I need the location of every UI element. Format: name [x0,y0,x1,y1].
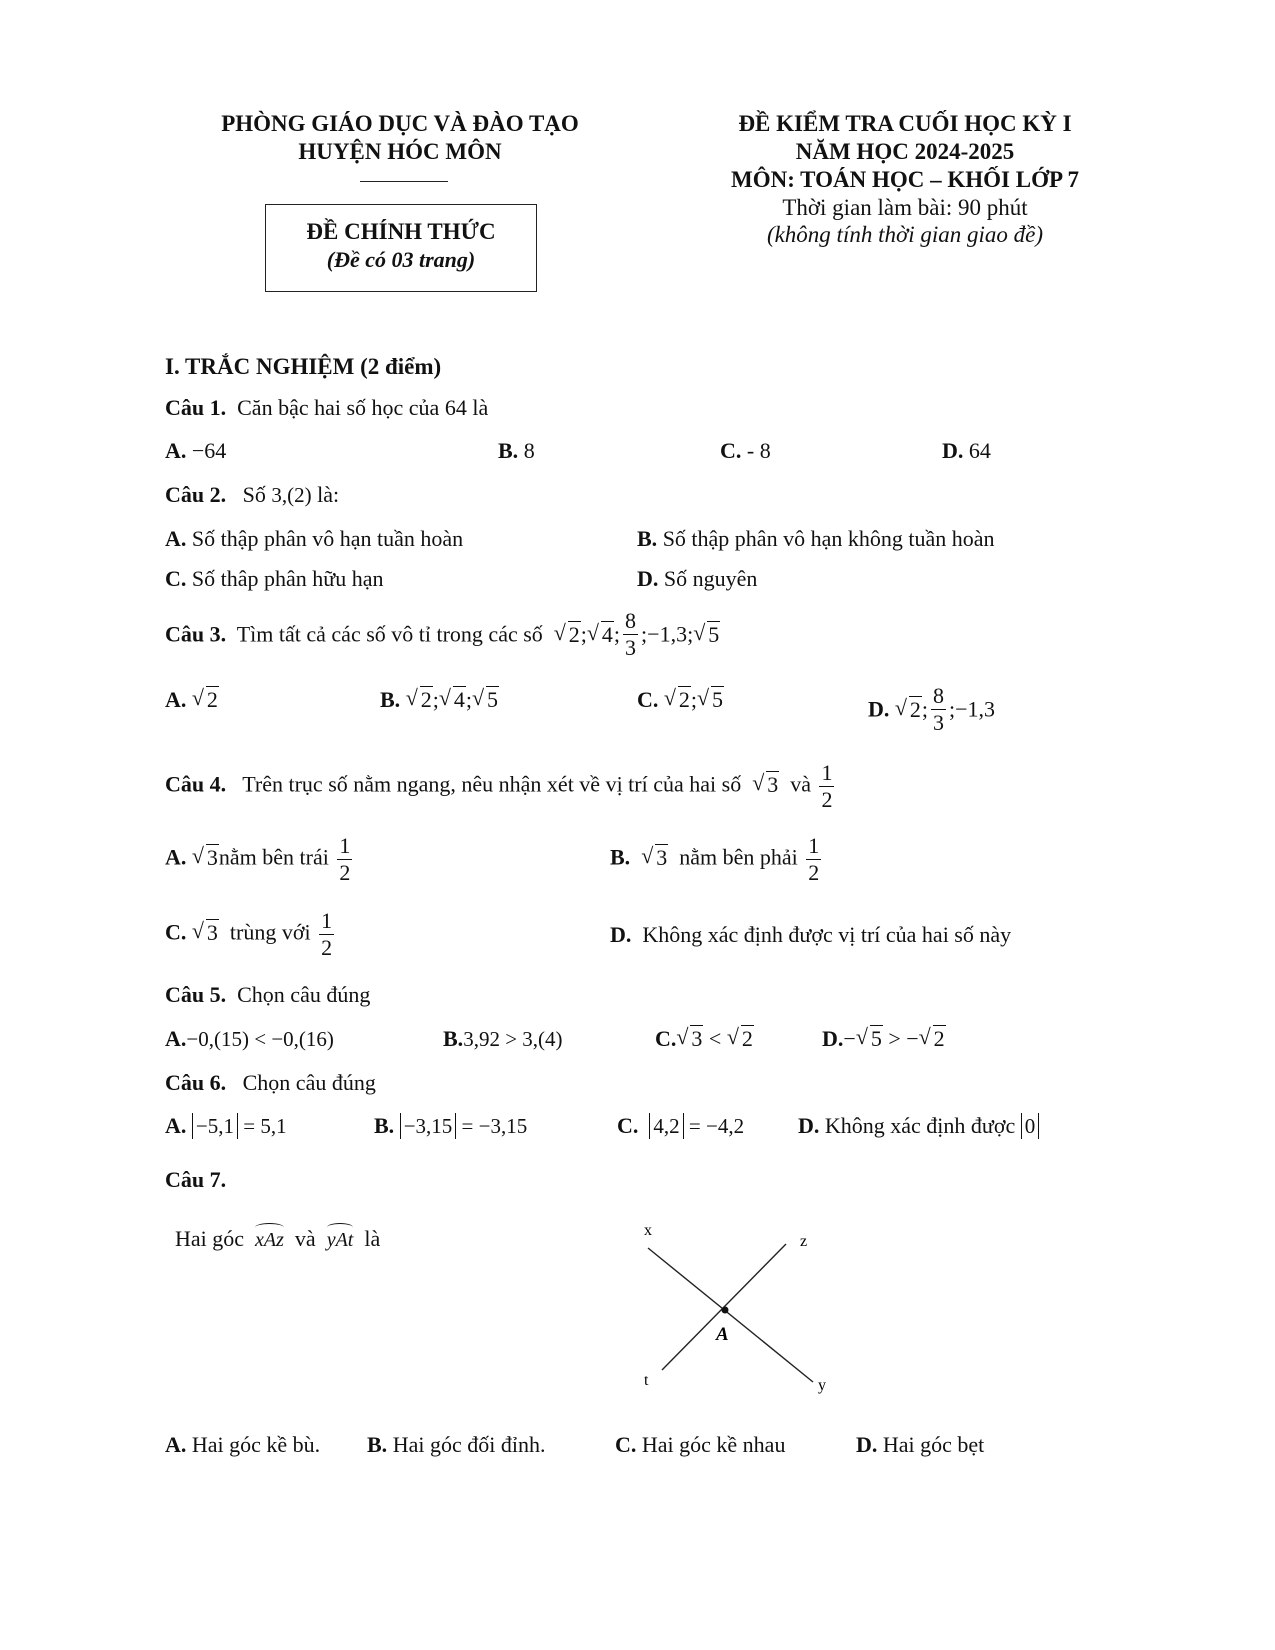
sqrt-2 [664,687,691,713]
option-text: = −4,2 [688,1114,745,1138]
option-text: = 5,1 [243,1114,287,1138]
sqrt-3 [641,845,668,871]
numerator: 8 [933,683,945,708]
option-label: C. [655,1026,677,1051]
q2-option-d [637,566,757,592]
angle-xAz: xAz [255,1229,284,1251]
q5-option-b [443,1026,563,1052]
denominator: 2 [821,787,833,812]
q2-option-c [165,566,383,592]
option-label: D. [942,438,964,463]
numerator: 1 [808,833,820,858]
q4-option-c [165,910,337,959]
radicand: 4 [453,687,465,712]
sqrt-2 [192,687,219,713]
q1-option-c [720,438,771,464]
q7-option-d [856,1432,984,1458]
option-label: B. [498,438,519,463]
separator: ; [921,696,929,722]
option-text: Số thập phân vô hạn không tuần hoàn [662,526,995,551]
sqrt-5 [472,687,499,713]
duration-note: (không tính thời gian giao đề) [766,222,1044,247]
q1-option-b [498,438,535,464]
option-label: A. [165,1432,187,1457]
line-xy [648,1248,813,1382]
question-5 [165,982,370,1008]
question-text: Chọn câu đúng [237,982,371,1007]
question-label: Câu 5. [165,982,227,1007]
sqrt-2 [406,687,433,713]
page-count-note: (Đề có 03 trang) [326,247,476,272]
option-text: Số thập phân vô hạn tuần hoàn [191,526,464,551]
sqrt-4 [587,622,614,648]
radicand: 3 [656,844,668,870]
radicand: 3 [206,919,218,945]
question-text: Căn bậc hai số học của 64 là [237,395,489,420]
q1-option-d [942,438,991,464]
question-text: Tìm tất cả các số vô tỉ trong các số [236,621,543,647]
radicand: 2 [933,1026,945,1051]
question-1 [165,395,488,421]
q6-option-a [165,1113,287,1139]
exam-title: ĐỀ KIỂM TRA CUỐI HỌC KỲ I [738,111,1072,136]
option-text: 3,92 > 3,(4) [463,1027,563,1051]
question-label: Câu 2. [165,482,227,507]
option-label: C. [615,1432,637,1457]
option-text: nằm bên phải [679,844,798,870]
q6-option-c [617,1113,744,1139]
q3-option-c [637,687,724,713]
option-label: D. [637,566,659,591]
operator: − [843,1026,856,1051]
q5-option-c [655,1026,754,1052]
question-6 [165,1070,376,1096]
option-text: trùng với [229,919,311,945]
number: −1,3 [647,621,688,647]
option-text: = −3,15 [461,1114,528,1138]
denominator: 2 [339,860,351,885]
question-text: Chọn câu đúng [242,1070,376,1095]
fraction-1-2 [319,910,334,959]
absolute-value: −3,15 [400,1113,457,1139]
option-text: 8 [523,438,535,463]
question-label: Câu 3. [165,621,227,647]
option-label: C. [637,687,659,712]
q4-option-b [610,835,824,884]
option-label: A. [165,438,187,463]
option-label: A. [165,687,187,712]
option-label: D. [868,696,890,722]
header-divider [360,181,448,182]
official-title: ĐỀ CHÍNH THỨC [306,219,496,244]
separator: ; [432,687,439,712]
sqrt-5 [697,687,724,713]
sqrt-2 [895,697,922,723]
radicand: 5 [708,621,720,647]
q3-option-d [868,683,996,736]
separator: ; [580,621,587,647]
option-label: C. [617,1113,639,1138]
option-label: A. [165,844,187,870]
option-label: D. [822,1026,844,1051]
radicand: 5 [870,1026,882,1051]
radicand: 2 [206,687,218,712]
q7-option-c [615,1432,785,1458]
exam-duration: Thời gian làm bài: 90 phút [782,195,1028,220]
denominator: 3 [625,635,637,660]
point-a [722,1307,729,1314]
option-label: B. [443,1026,464,1051]
radicand: 2 [678,687,690,712]
sqrt-4 [439,687,466,713]
option-label: A. [165,526,187,551]
conjunction: và [294,1226,316,1251]
option-text: Số thâp phân hữu hạn [191,566,384,591]
denominator: 2 [321,935,333,960]
conjunction: và [790,771,811,797]
option-label: A. [165,1113,187,1138]
option-text: Hai góc kề bù. [191,1432,321,1457]
radicand: 2 [741,1026,753,1051]
option-label: D. [610,922,632,947]
option-text: Không xác định được [824,1113,1016,1138]
option-text: Hai góc kề nhau [641,1432,786,1457]
option-text: nằm bên trái [218,844,329,870]
fraction-1-2 [819,762,834,811]
school-dept [180,110,620,166]
radicand: 5 [486,687,498,712]
numerator: 1 [821,760,833,785]
sqrt-3 [676,1026,703,1052]
q7-option-a [165,1432,320,1458]
separator: ; [613,621,621,647]
option-label: B. [380,687,401,712]
subject-grade: MÔN: TOÁN HỌC – KHỐI LỚP 7 [730,167,1079,192]
option-label: D. [856,1432,878,1457]
fraction-8-3 [623,610,638,659]
sqrt-2 [727,1026,754,1052]
question-text: là: [317,482,340,507]
option-text: −0,(15) < −0,(16) [186,1027,334,1051]
q6-option-b [374,1113,527,1139]
radicand: 3 [767,771,779,797]
district-name: HUYỆN HÓC MÔN [298,139,502,164]
operator: < [708,1026,722,1051]
radicand: 3 [206,844,218,870]
option-label: A. [165,1026,187,1051]
option-label: B. [374,1113,395,1138]
option-text: Hai góc đối đỉnh. [392,1432,546,1457]
school-year: NĂM HỌC 2024-2025 [795,139,1015,164]
separator: ; [465,687,472,712]
numerator: 1 [321,908,333,933]
question-text: Hai góc [175,1226,245,1251]
option-text: - 8 [746,438,771,463]
q2-option-b [637,526,994,552]
q4-option-a [165,835,355,884]
option-text: Không xác định được vị trí của hai số này [642,922,1012,947]
sqrt-2 [554,622,581,648]
operator: > − [888,1026,919,1051]
sqrt-2 [919,1026,946,1052]
q5-option-a [165,1026,334,1052]
q3-option-a [165,687,219,713]
number: −1,3 [955,696,996,722]
separator: ; [687,621,694,647]
official-box [265,204,537,292]
question-7-label: Câu 7. [165,1167,227,1192]
sqrt-3 [192,845,219,871]
exam-info [665,110,1145,248]
q4-option-d [610,922,1011,948]
radicand: 4 [601,621,613,647]
radicand: 2 [909,696,921,722]
label-a: A [716,1324,729,1345]
option-label: B. [637,526,658,551]
sqrt-5 [693,622,720,648]
option-label: D. [798,1113,820,1138]
label-t: t [644,1372,649,1389]
radicand: 2 [568,621,580,647]
math-expression: 3,(2) [271,483,312,507]
question-text: Trên trục số nằm ngang, nêu nhận xét về vị trí của hai số [242,771,742,797]
question-4 [165,762,837,811]
q5-option-d [822,1026,946,1052]
label-z: z [800,1233,808,1250]
dept-name: PHÒNG GIÁO DỤC VÀ ĐÀO TẠO [221,111,579,136]
question-label: Câu 1. [165,395,227,420]
angle-yAt: yAt [326,1229,354,1251]
option-text: −64 [191,438,227,463]
fraction-1-2 [337,835,352,884]
sqrt-3 [192,920,219,946]
separator: ; [949,696,956,722]
option-label: C. [720,438,742,463]
q6-option-d [798,1113,1039,1139]
question-label: Câu 4. [165,771,227,797]
absolute-value: −5,1 [192,1113,238,1139]
fraction-1-2 [806,835,821,884]
option-text: 64 [968,438,991,463]
option-text: Số nguyên [663,566,758,591]
question-2 [165,482,339,508]
absolute-value: 0 [1021,1113,1040,1139]
numerator: 1 [339,833,351,858]
denominator: 2 [808,860,820,885]
sqrt-3 [752,772,779,798]
question-label: Câu 6. [165,1070,227,1095]
radicand: 3 [691,1026,703,1051]
radicand: 5 [712,687,724,712]
radicand: 2 [420,687,432,712]
option-text: Hai góc bẹt [882,1432,985,1457]
option-label: B. [610,844,631,870]
q3-option-b [380,687,499,713]
option-label: C. [165,566,187,591]
q1-option-a [165,438,226,464]
separator: ; [690,687,698,712]
label-y: y [818,1377,826,1394]
question-text: là [364,1226,381,1251]
option-label: C. [165,919,187,945]
question-text: Số [242,482,266,507]
question-7-text [175,1226,380,1252]
vertical-angles-figure [630,1220,850,1400]
denominator: 3 [933,710,945,735]
separator: ; [641,621,648,647]
fraction-8-3 [931,685,946,734]
q7-option-b [367,1432,545,1458]
sqrt-5 [856,1026,883,1052]
option-label: B. [367,1432,388,1457]
numerator: 8 [625,608,637,633]
question-3 [165,608,720,661]
q2-option-a [165,526,463,552]
label-x: x [644,1222,652,1239]
absolute-value: 4,2 [649,1113,683,1139]
section-title: I. TRẮC NGHIỆM (2 điểm) [165,354,442,379]
